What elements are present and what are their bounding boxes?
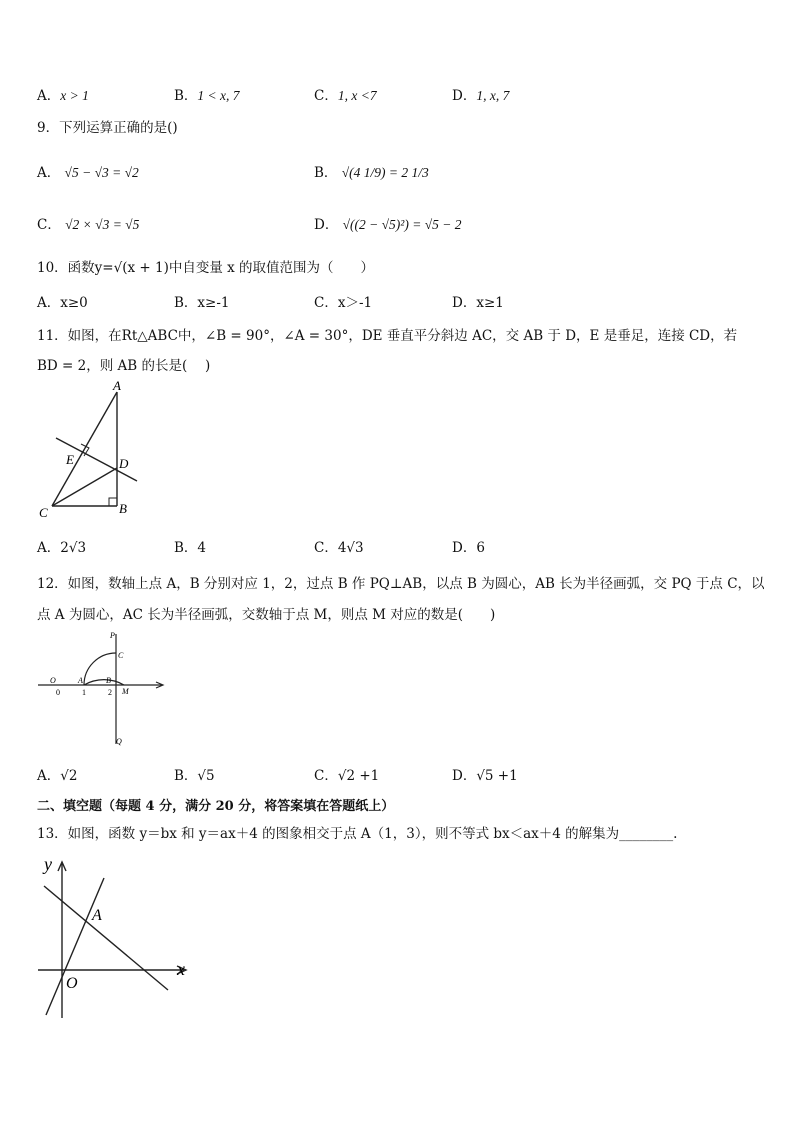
q8-option-a: A．x > 1 [37, 88, 89, 104]
q8-options [0, 84, 794, 104]
q11-stem-line1: 11．如图，在Rt△ABC中，∠B = 90°，∠A = 30°，DE 垂直平分斜边 AC，交 AB 于 D，E 是垂足，连接 CD，若 [37, 328, 738, 344]
q11-options [0, 536, 794, 556]
q11-stem-line2: BD = 2，则 AB 的长是( ) [37, 358, 211, 374]
q12-tick-2: 2 [108, 688, 112, 697]
q12-options [0, 764, 794, 784]
section-2-heading: 二、填空题（每题 4 分，满分 20 分，将答案填在答题纸上） [37, 799, 395, 814]
q10-stem: 10．函数y=√(x + 1)中自变量 x 的取值范围为（ ） [37, 260, 375, 276]
q13-stem: 13．如图，函数 y＝bx 和 y＝ax＋4 的图象相交于点 A（1，3），则不等式 bx＜ax＋4 的解集为________. [37, 826, 678, 842]
q10-option-c: C．x＞-1 [314, 295, 373, 311]
q11-option-d: D．6 [452, 540, 485, 556]
q11-label-c: C [39, 505, 48, 520]
q11-label-a: A [113, 378, 121, 393]
q12-option-c: C．√2 +1 [314, 768, 380, 784]
q11-label-e: E [66, 452, 74, 467]
q12-label-a: A [78, 676, 83, 685]
q8-option-b: B．1 < x, 7 [174, 88, 240, 104]
q12-label-c: C [118, 651, 124, 660]
q11-option-b: B．4 [174, 540, 207, 556]
q13-axis-label-y: y [44, 854, 52, 874]
q12-option-a: A．√2 [37, 768, 78, 784]
q13-label-o: O [66, 975, 78, 992]
q11-label-b: B [119, 501, 127, 516]
q9-options-row2 [0, 213, 794, 235]
q12-option-d: D．√5 +1 [452, 768, 518, 784]
q10-options [0, 291, 794, 311]
q10-option-d: D．x≥1 [452, 295, 504, 311]
q13-axis-label-x: x [177, 959, 185, 979]
q12-tick-1: 1 [82, 688, 86, 697]
q9-options-row1 [0, 161, 794, 183]
q12-label-m: M [122, 687, 129, 696]
q12-label-p: P [110, 631, 115, 640]
q12-label-q: Q [116, 737, 122, 746]
q11-option-c: C．4√3 [314, 540, 364, 556]
q12-stem-line1: 12．如图，数轴上点 A，B 分别对应 1，2，过点 B 作 PQ⊥AB，以点 B 为圆心，AB 长为半径画弧，交 PQ 于点 C，以 [37, 576, 765, 592]
q11-triangle-figure [36, 378, 146, 520]
q9-option-a: A． √5 − √3 = √2 [37, 165, 139, 181]
q12-label-b: B [106, 676, 111, 685]
q12-tick-0: 0 [56, 688, 60, 697]
q10-option-a: A．x≥0 [37, 295, 88, 311]
q9-option-c: C． √2 × √3 = √5 [37, 217, 140, 233]
q9-option-b: B． √(4 1/9) = 2 1/3 [314, 165, 429, 181]
q10-option-b: B．x≥-1 [174, 295, 230, 311]
q11-option-a: A．2√3 [37, 540, 87, 556]
q9-stem: 9．下列运算正确的是() [37, 120, 178, 136]
q12-label-o: O [50, 676, 56, 685]
q8-option-d: D．1, x, 7 [452, 88, 510, 104]
q8-option-c: C．1, x <7 [314, 88, 377, 104]
q13-label-a: A [92, 907, 102, 924]
q13-graph-figure [36, 850, 196, 1022]
q11-label-d: D [119, 456, 129, 471]
q9-option-d: D． √((2 − √5)²) = √5 − 2 [314, 217, 462, 233]
q12-option-b: B．√5 [174, 768, 215, 784]
q12-stem-line2: 点 A 为圆心，AC 长为半径画弧，交数轴于点 M，则点 M 对应的数是( ) [37, 607, 496, 623]
q12-number-line-figure [36, 628, 176, 750]
